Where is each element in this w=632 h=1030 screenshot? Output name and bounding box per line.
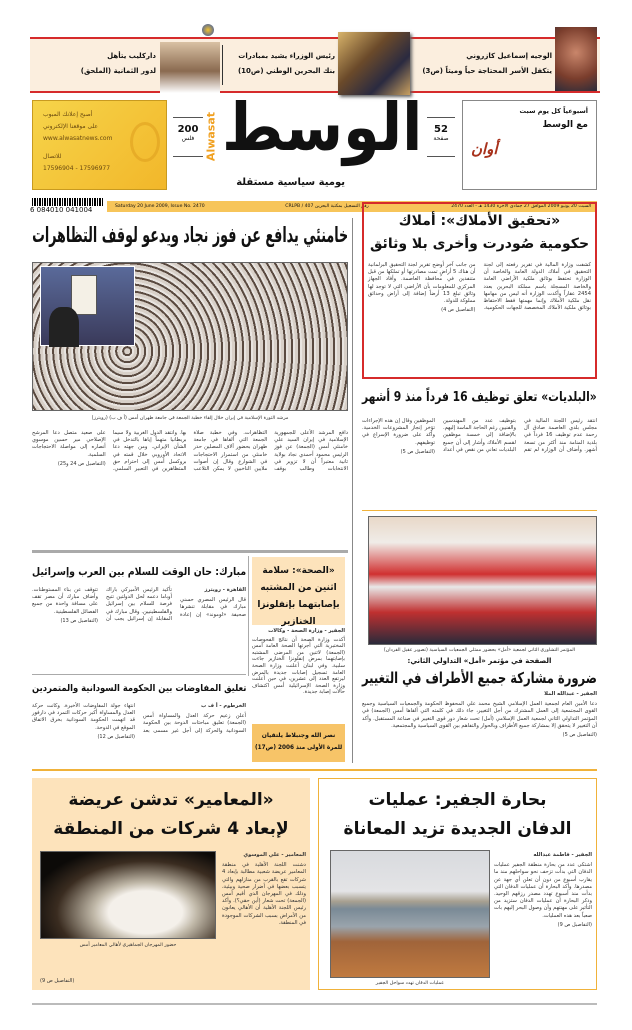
divider bbox=[248, 556, 249, 676]
globe-icon bbox=[130, 122, 160, 162]
pages-box bbox=[427, 117, 455, 157]
teaser-line: نصر الله وجنبلاط يلتقيان bbox=[261, 732, 336, 739]
conference-body bbox=[362, 691, 597, 767]
teaser-line: رئيس الوزراء يشيد بمبادرات bbox=[238, 52, 335, 60]
teaser-line: داركليب يتأهل bbox=[107, 52, 156, 60]
byline: الجفير - وزارة الصحة - وكالات bbox=[268, 628, 345, 634]
mubarak-body bbox=[32, 587, 246, 671]
lead-body bbox=[32, 430, 348, 542]
page-unit: صفحة bbox=[433, 135, 449, 142]
date-english: Saturday 20 June 2009, Issue No. 2470 bbox=[115, 204, 205, 209]
teaser-kazerooni[interactable] bbox=[420, 49, 552, 79]
teaser-line: الوجيه إسماعيل كازروني bbox=[466, 52, 552, 60]
khamenei-inset bbox=[40, 266, 135, 346]
rule bbox=[32, 674, 246, 675]
jufair-caption: عمليات الدفان تهدد سواحل الجفير bbox=[375, 981, 445, 986]
ad-line: مع الوسط bbox=[542, 120, 588, 130]
conference-photo bbox=[368, 516, 597, 645]
continued-ref[interactable]: (التفاصيل ص 13) bbox=[60, 617, 98, 624]
maameer-text: دشنت اللجنة الأهلية في منطقة المعامير عريضة شعبية مطالبة بإبعاد 4 شركات تقع بالقرب من منازلهم والتي يتسبب بعضها في أضرار صحية وبيئية، وذلك في المهرجان الذي أقيم أمس (الجمعة) تحت شعار (أين حقي؟). وأكد رئيس اللجنة الأهلية أن الأهالي يعانون من الأمراض بسبب الشركات الموجودة في المنطقة. bbox=[222, 862, 306, 926]
jufair-headline[interactable] bbox=[323, 786, 592, 844]
teaser-photo-kazerooni bbox=[555, 27, 597, 91]
registration: رقم التسجيل بمكتبة البحرين 407 / CRLPB bbox=[285, 204, 369, 209]
conference-kicker: الصفحة في مؤتمر «أمل» التداولي الثاني: bbox=[407, 657, 552, 665]
conference-caption: المؤتمر التشاوري الثاني لجمعية «أمل» بحضور ممثلي الجمعيات السياسية (تصوير عقيل الفردان) bbox=[383, 648, 576, 653]
lead-text: دافع المرشد الأعلى للجمهورية الإسلامية في إيران السيد علي خامنئي أمس (الجمعة) عن فوز الرئيس محمود أحمدي نجاد بولاية ثانية معتبراً أن لا تزوير في الانتخابات وطالب بوقف التظاهرات. وفي خطبة صلاة الجمعة التي ألقاها في جامعة طهران بحضور آلاف المصلين حذر خامنئي من استمرار الاحتجاجات في الشوارع وقال إن أصوات ملايين الناخبين لا يمكن التلاعب بها. وانتقد الدول الغربية ولا سيما بريطانيا متهماً إياها بالتدخل في الشأن الإيراني. ومن جهته دعا الاتحاد الأوروبي خلال قمته في بروكسل أمس إلى احترام حق المتظاهرين في التعبير السلمي. على صعيد متصل دعا المرشح الإصلاحي مير حسين موسوي أنصاره إلى مواصلة الاحتجاجات السلمية. bbox=[32, 430, 348, 473]
rule bbox=[32, 1003, 597, 1005]
divider bbox=[222, 45, 223, 85]
awan-logo: أوان bbox=[471, 140, 498, 158]
barcode bbox=[32, 198, 104, 206]
headline-line: «تحقيق الأملاك»: أملاك bbox=[398, 213, 561, 229]
municipal-body bbox=[362, 418, 597, 506]
mubarak-headline[interactable]: مبارك: حان الوقت للسلام بين العرب وإسرائيل bbox=[31, 566, 246, 578]
speaker bbox=[49, 307, 79, 347]
mubarak-text: قال الرئيس المصري حسني مبارك في مقابلة تنشرها صحيفة «لوموند» إن إعادة تأكيد الرئيس الأميركي باراك أوباما دعمه لحل الدولتين تتيح فرصة للسلام بين إسرائيل والفلسطينيين. وقال مبارك في المقابلة إن إسرائيل يجب أن تتوقف عن بناء المستوطنات. وأضاف مبارك أن مصر تقف على مسافة واحدة من جميع الفصائل الفلسطينية. bbox=[32, 587, 246, 622]
conference-text: دعا الأمين العام لجمعية العمل الإسلامي الشيخ محمد علي المحفوظ الحكومة والجمعيات السياسية وجميع القوى المجتمعية إلى العمل المشترك من أجل التغيير، جاء ذلك في كلمته التي ألقاها أمس (الجمعة) في المؤتمر التداولي الثاني لجمعية العمل الإسلامي (أمل) تحت شعار دور قوى التغيير في صناعة المستقبل. وأكد أن التغيير لا يتحقق إلا بمشاركة جميع الأطراف وبالحوار والتفاهم بين القوى السياسية والمجتمعية. bbox=[362, 701, 597, 729]
sudan-body bbox=[32, 703, 246, 765]
continued-ref[interactable]: (التفاصيل ص 12) bbox=[97, 733, 135, 740]
headline-line: حكومية صُودرت وأخرى بلا وثائق bbox=[369, 236, 590, 252]
ad-line: على موقعنا الإلكتروني bbox=[43, 123, 99, 130]
volleyball-icon bbox=[202, 24, 214, 36]
byline: القاهرة - رويترز bbox=[204, 587, 246, 593]
municipal-text: انتقد رئيس اللجنة المالية في مجلس بلدي العاصمة صادق آل رحمة عدم توظيف 16 فرداً في بلدية المنامة منذ أكثر من تسعة أشهر. وأضاف أن الوزارة لم تقم بتوظيف عدد من المهندسين والفنيين رغم الحاجة الماسة إليهم. بالإضافة إلى خمسة موظفين لقسم الأملاك وأشار إلى أن جميع البلديات تعاني من نقص في أعداد الموظفين وقال إن هذه الإجراءات تؤخر إنجاز المشروعات الخدمية. وأكد على ضرورة الإسراع في توظيفهم. bbox=[362, 418, 597, 453]
ad-contact-label: للاتصال bbox=[43, 153, 62, 160]
logo: الوسط bbox=[221, 89, 422, 166]
continued-ref[interactable]: (التفاصيل ص 4) bbox=[441, 307, 476, 314]
jufair-text: اشتكى عدد من بحارة منطقة الجفير عمليات الدفان التي بدأت تزحف نحو سواحلهم منذ ما يقارب أسبوع من دون أن تعلن أي جهة عن مصدرها. وأكد البحارة أن عمليات الدفان التي بدأت منذ أسبوع تهدد مصدر رزقهم الوحيد. وذكر البحارة أن عمليات الدفان ستزيد من التأثير على مهنتهم وأن وصول البحر إليهم بات صعباً بعد هذه العمليات. bbox=[494, 862, 592, 919]
maameer-photo bbox=[40, 851, 216, 939]
ad-line: أصبح إعلانك المبوب bbox=[43, 111, 93, 118]
continued-ref[interactable]: (التفاصيل ص 5) bbox=[562, 732, 597, 739]
teaser-line: للمرة الأولى منذ 2006 (ص17) bbox=[254, 744, 342, 751]
maameer-caption: حضور المهرجان الجماهيري لأهالي المعامير أمس bbox=[79, 943, 177, 948]
nasrallah-box[interactable] bbox=[252, 724, 345, 762]
continued-ref[interactable]: (التفاصيل ص 9) bbox=[40, 978, 75, 984]
rule bbox=[362, 510, 597, 511]
municipal-headline[interactable]: «البلديات» تعلق توظيف 16 فرداً منذ 9 أشهر bbox=[362, 390, 597, 405]
barcode-number: 6 084010 041004 bbox=[30, 206, 93, 214]
continued-ref[interactable]: (التفاصيل ص 24 و25) bbox=[57, 460, 106, 467]
health-text: أكدت وزارة الصحة أن نتائج الفحوصات المختبرية التي أجرتها الصحة العامة أمس (الجمعة) لاثنين من المرضى المشتبه بإصابتهما بمرض إنفلونزا الخنازير جاءت سلبية. وفي لبنان أعلنت وزارة الصحة العامة تسجيل إصابات جديدة بالمرض ليرتفع العدد إلى عشرين، في حين أعلنت وزارة الصحة الإسرائيلية أمس اكتشاف حالات إصابة جديدة. bbox=[252, 636, 345, 696]
property-text: كشفت وزارة المالية في تقرير رفعته إلى لجنة التحقيق في أملاك الدولة العامة والخاصة أن الوزارة تحتفظ بوثائق ملكية الأراضي العامة والخاصة المسجلة باسم مملكة البحرين بعدد 2454 عقاراً وأكدت الوزارة أنه ليس من مهامها نقل ملكية الأملاك وإنما مهمتها فقط الاحتفاظ بوثائق ملكية الأملاك المخصصة للجهات الحكومية. من جانب آخر أوضح تقرير لجنة التحقيق البرلمانية أن هناك 5 أراضٍ تمت مصادرتها أو تملكها من قبل متنفذين في محافظة العاصمة. وأفاد الجهاز المركزي للمعلومات بأن الأراضي التي لا توجد لها وثائق تبلغ 13 أرضاً إضافة إلى أراض وحدائق مملوكة للدولة. bbox=[368, 262, 591, 312]
lead-caption: مرشد الثورة الإسلامية في إيران خلال إلقاء خطبة الجمعة في جامعة طهران أمس (أ ف ب) (رويترز) bbox=[91, 416, 289, 421]
page-count: 52 bbox=[434, 124, 448, 135]
byline: المعامير - علي الموسوي bbox=[243, 852, 306, 858]
byline: الخرطوم - أ ف ب bbox=[200, 703, 246, 709]
health-headline: «الصحة»: سلامة اثنين من المشتبه بإصابتهما بإنفلونزا الخنازير bbox=[257, 566, 340, 627]
awan-ad[interactable] bbox=[462, 100, 597, 190]
continued-ref[interactable]: (التفاصيل ص 5) bbox=[400, 448, 435, 455]
lead-headline[interactable]: خامنئي يدافع عن فوز نجاد ويدعو لوقف التظاهرات bbox=[31, 223, 348, 247]
conference-headline[interactable]: ضرورة مشاركة جميع الأطراف في التغيير bbox=[362, 669, 597, 687]
property-body bbox=[368, 262, 591, 374]
maameer-byline-body bbox=[222, 852, 306, 986]
date-arabic: السبت 20 يونيو 2009 الموافق 27 جمادى الآخرة 1430 هـ - العدد 2470 bbox=[451, 204, 591, 209]
price: 200 bbox=[177, 124, 199, 135]
logo-latin: Alwasat bbox=[204, 111, 218, 162]
rule bbox=[32, 550, 348, 553]
health-body bbox=[252, 628, 345, 721]
ad-phones: 17596904 - 17596977 bbox=[43, 165, 111, 172]
teaser-line: بنك البحرين الوطني (ص10) bbox=[237, 67, 335, 75]
byline: الجفير - فاطمة عبدالله bbox=[533, 852, 592, 858]
portrait bbox=[71, 275, 97, 315]
continued-ref[interactable]: (التفاصيل ص 9) bbox=[557, 921, 592, 928]
headline-line: الدفان الجديدة تزيد المعاناة bbox=[343, 819, 572, 839]
rule bbox=[32, 769, 597, 771]
sudan-headline[interactable]: تعليق المفاوضات بين الحكومة السودانية والمتمردين bbox=[31, 683, 246, 694]
price-unit: فلس bbox=[181, 135, 195, 142]
ad-line: أسبوعياً كل يوم سبت bbox=[519, 107, 588, 115]
teaser-line: يتكفل الأسر المحتاجة حياً وميتاً (ص3) bbox=[422, 67, 552, 75]
sudan-text: أعلن زعيم حركة العدل والمساواة أمس (الجمعة) تعليق مباحثات الدوحة بين الحكومة السودانية والحركة إلى أجل غير مسمى بعد انتهاء جولة المفاوضات الأخيرة. وكانت حركة العدل والمساواة أكبر حركات التمرد في دارفور قد اتهمت الحكومة السودانية بخرق الاتفاق الموقع في الدوحة. bbox=[32, 703, 246, 734]
headline-line: لإبعاد 4 شركات من المنطقة bbox=[53, 819, 289, 839]
property-headline[interactable] bbox=[368, 210, 591, 256]
tagline: يومية سياسية مستقلة bbox=[236, 177, 345, 188]
health-box[interactable] bbox=[252, 557, 345, 625]
jufair-photo bbox=[330, 850, 490, 978]
teaser-pm[interactable] bbox=[225, 49, 335, 79]
byline: الجفير - عبدالله الملا bbox=[544, 691, 597, 697]
maameer-headline[interactable] bbox=[36, 786, 306, 844]
teaser-darkulaib[interactable] bbox=[36, 49, 156, 79]
teaser-line: لدور الثمانية (الملحق) bbox=[80, 67, 156, 75]
headline-line: بحارة الجفير: عمليات bbox=[368, 790, 547, 810]
jufair-body bbox=[494, 852, 592, 986]
headline-line: «المعامير» تدشن عريضة bbox=[68, 790, 274, 810]
ad-url[interactable]: www.alwasatnews.com bbox=[43, 135, 113, 142]
